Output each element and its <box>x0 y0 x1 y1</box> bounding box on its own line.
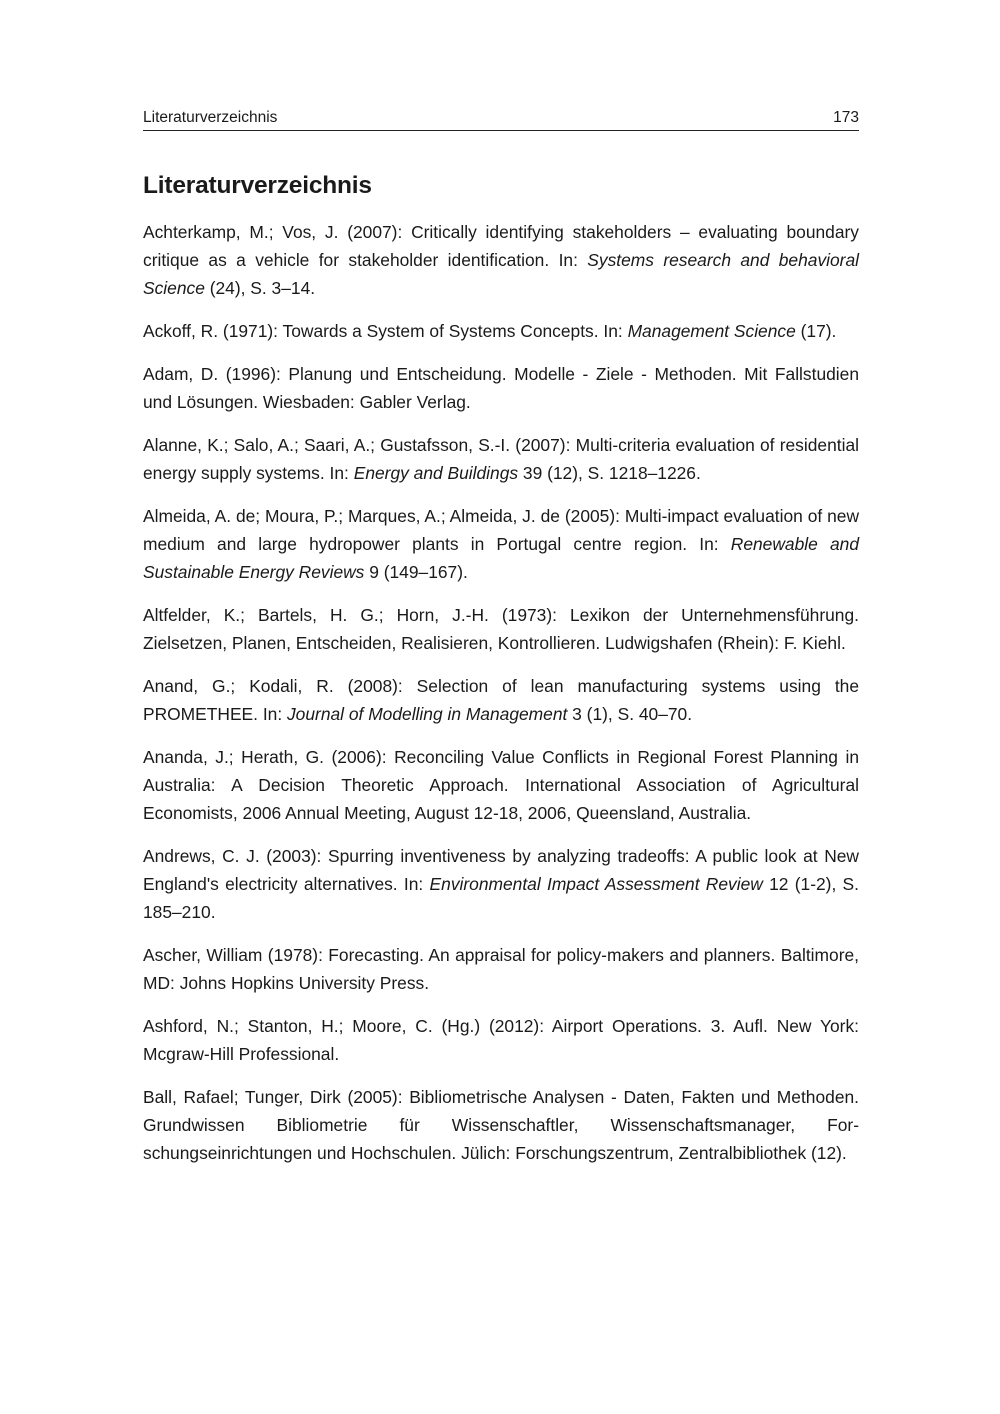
bibliography-entry <box>143 1083 859 1167</box>
entry-source: Systems research and behavioral Science <box>143 250 860 298</box>
bibliography-entry <box>143 317 859 345</box>
bibliography-entry <box>143 360 859 416</box>
bibliography-entry <box>143 601 859 657</box>
entry-text: Anand, G.; Kodali, R. (2008): Selection of lean manufacturing systems using the PROMETHEE. In: <box>143 676 859 724</box>
bibliography-entry <box>143 842 859 926</box>
entry-text: Ball, Rafael; Tunger, Dirk (2005): Bibliometrische Analysen - Daten, Fakten und Methoden. Grundwissen Bibliometrie für Wissenschaftler, Wissenschaftsmanager, Forschungseinrichtungen und Hochschulen. Jülich: Forschungszentrum, Zentralbibliothek (12). <box>143 1087 859 1163</box>
running-header-title: Literaturverzeichnis <box>143 109 278 126</box>
bibliography-entry <box>143 431 859 487</box>
entry-text: Andrews, C. J. (2003): Spurring inventiveness by analyzing tradeoffs: A public look at New England's electricity alternatives. In: <box>143 846 859 894</box>
entry-text: Adam, D. (1996): Planung und Entscheidung. Modelle - Ziele - Methoden. Mit Fallstudien und Lösungen. Wiesbaden: Gabler Verlag. <box>143 364 859 412</box>
bibliography-entry <box>143 941 859 997</box>
entry-text: Achterkamp, M.; Vos, J. (2007): Critically identifying stakeholders – evaluating boundary critique as a vehicle for stakeholder identification. In: <box>143 222 859 270</box>
entry-text: Almeida, A. de; Moura, P.; Marques, A.; Almeida, J. de (2005): Multi-impact evaluation of new medium and large hydropower plants in Portugal centre region. In: <box>143 506 859 554</box>
bibliography-entry <box>143 672 859 728</box>
entry-text: Altfelder, K.; Bartels, H. G.; Horn, J.-H. (1973): Lexikon der Unternehmensführung. Zielsetzen, Planen, Entscheiden, Realisieren, Kontrollieren. Ludwigshafen (Rhein): F. Kiehl. <box>143 605 859 653</box>
chapter-title: Literaturverzeichnis <box>143 172 372 199</box>
bibliography-list <box>143 218 859 1167</box>
entry-source: Environmental Impact Assessment Review <box>429 874 763 894</box>
entry-text: Ackoff, R. (1971): Towards a System of Systems Concepts. In: <box>143 321 628 341</box>
document-page <box>143 108 859 1182</box>
page-number: 173 <box>833 109 859 126</box>
bibliography-entry <box>143 502 859 586</box>
entry-source: Renewable and Sustainable Energy Reviews <box>143 534 859 582</box>
bibliography-entry <box>143 218 859 302</box>
entry-details: 9 (149–167). <box>364 562 468 582</box>
entry-text: Ashford, N.; Stanton, H.; Moore, C. (Hg.) (2012): Airport Operations. 3. Aufl. New York: Mcgraw-Hill Professional. <box>143 1016 859 1064</box>
entry-text: Ananda, J.; Herath, G. (2006): Reconciling Value Conflicts in Regional Forest Planning in Australia: A Decision Theoretic Approach. International Association of Agricultural Economists, 2006 Annual Meeting, August 12-18, 2006, Queensland, Australia. <box>143 747 859 823</box>
bibliography-entry <box>143 743 859 827</box>
entry-details: 39 (12), S. 1218–1226. <box>518 463 701 483</box>
entry-details: 12 (1-2), S. 185–210. <box>143 874 859 922</box>
entry-source: Journal of Modelling in Management <box>286 704 568 724</box>
entry-text: Ascher, William (1978): Forecasting. An appraisal for policy-makers and planners. Baltimore, MD: Johns Hopkins University Press. <box>143 945 859 993</box>
entry-text: Alanne, K.; Salo, A.; Saari, A.; Gustafsson, S.-I. (2007): Multi-criteria evaluation of residential energy supply systems. In: <box>143 435 859 483</box>
entry-details: (17). <box>795 321 837 341</box>
entry-source: Energy and Buildings <box>353 463 519 483</box>
entry-details: 3 (1), S. 40–70. <box>567 704 693 724</box>
entry-details: (24), S. 3–14. <box>204 278 316 298</box>
entry-source: Management Science <box>627 321 796 341</box>
bibliography-entry <box>143 1012 859 1068</box>
running-header <box>143 108 859 131</box>
